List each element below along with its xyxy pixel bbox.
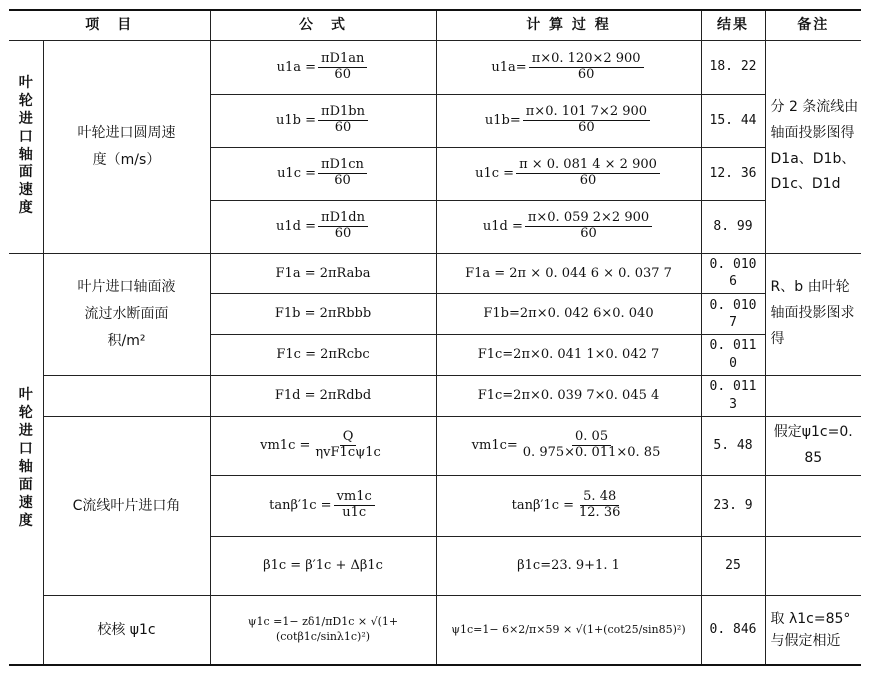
- calc-F1d: F1c=2π×0. 039 7×0. 045 4: [436, 375, 701, 416]
- result-tan: 23. 9: [701, 475, 765, 536]
- note-assume: 假定ψ1c=0. 85: [765, 416, 861, 475]
- group-label-1: 叶 轮 进 口 轴 面 速 度: [9, 40, 43, 253]
- result-F1d: 0. 011 3: [701, 375, 765, 416]
- header-note: 备注: [765, 10, 861, 40]
- formula-psi: ψ1c =1− zδ1/πD1c × √(1+(cotβ1c/sinλ1c)²): [210, 596, 436, 665]
- result-u1d: 8. 99: [701, 200, 765, 253]
- section-check: 校核 ψ1c: [43, 596, 210, 665]
- section-angle: C流线叶片进口角: [43, 416, 210, 595]
- calc-u1a: u1a= $\frac{\pi\times 0. 120\times 2 900}{60}$: [436, 40, 701, 94]
- note-velocity: 分 2 条流线由轴面投影图得D1a、D1b、D1c、D1d: [765, 40, 861, 253]
- result-F1c: 0. 011 0: [701, 335, 765, 376]
- header-calc: 计 算 过 程: [436, 10, 701, 40]
- calc-u1c: u1c = $\frac{\pi \times 0. 081 4 \times 2 900}{60}$: [436, 147, 701, 200]
- result-u1a: 18. 22: [701, 40, 765, 94]
- calc-u1b: u1b= $\frac{\pi\times 0. 101 7\times 2 900}{60}$: [436, 94, 701, 147]
- group-label-2: 叶 轮 进 口 轴 面 速 度: [9, 253, 43, 665]
- formula-tan: tanβ′1c = $\frac{vm1c}{u1c}$: [210, 475, 436, 536]
- formula-u1b: u1b = $\frac{\pi D1bn}{60}$: [210, 94, 436, 147]
- result-F1b: 0. 010 7: [701, 294, 765, 335]
- result-beta: 25: [701, 537, 765, 596]
- formula-u1a: u1a = $\frac{\pi D1an}{60}$: [210, 40, 436, 94]
- formula-beta: β1c = β′1c + Δβ1c: [210, 537, 436, 596]
- calculation-table: [9, 9, 861, 666]
- note-beta-blank: [765, 537, 861, 596]
- formula-vm1c: vm1c = Q ηvF1cψ1c: [210, 416, 436, 475]
- calc-F1b: F1b=2π×0. 042 6×0. 040: [436, 294, 701, 335]
- calc-vm1c: vm1c= $\frac{0. 05}{0. 975\times 0. 011\times 0. 85}$: [436, 416, 701, 475]
- result-psi: 0. 846: [701, 596, 765, 665]
- note-area: R、b 由叶轮轴面投影图求得: [765, 253, 861, 375]
- formula-F1c: F1c = 2πRcbc: [210, 335, 436, 376]
- header-item: 项 目: [9, 10, 210, 40]
- formula-u1d: u1d = $\frac{\pi D1dn}{60}$: [210, 200, 436, 253]
- result-u1b: 15. 44: [701, 94, 765, 147]
- section-area: 叶片进口轴面液流过水断面面积/m²: [43, 253, 210, 375]
- section-velocity: 叶轮进口圆周速度（m/s）: [43, 40, 210, 253]
- note-tan-blank: [765, 475, 861, 536]
- calc-F1a: F1a = 2π × 0. 044 6 × 0. 037 7: [436, 253, 701, 294]
- calc-tan: tanβ′1c = $\frac{5. 48}{12. 36}$: [436, 475, 701, 536]
- section-area-blank: [43, 375, 210, 416]
- result-u1c: 12. 36: [701, 147, 765, 200]
- result-vm1c: 5. 48: [701, 416, 765, 475]
- note-check: 取 λ1c=85°与假定相近: [765, 596, 861, 665]
- calc-F1c: F1c=2π×0. 041 1×0. 042 7: [436, 335, 701, 376]
- formula-u1c: u1c = $\frac{\pi D1cn}{60}$: [210, 147, 436, 200]
- formula-F1a: F1a = 2πRaba: [210, 253, 436, 294]
- note-F1d-blank: [765, 375, 861, 416]
- calc-psi: ψ1c=1− 6×2/π×59 × √(1+(cot25/sin85)²): [436, 596, 701, 665]
- header-result: 结果: [701, 10, 765, 40]
- result-F1a: 0. 010 6: [701, 253, 765, 294]
- formula-F1d: F1d = 2πRdbd: [210, 375, 436, 416]
- calc-u1d: u1d = $\frac{\pi\times 0. 059 2\times 2 900}{60}$: [436, 200, 701, 253]
- header-formula: 公 式: [210, 10, 436, 40]
- formula-F1b: F1b = 2πRbbb: [210, 294, 436, 335]
- calc-beta: β1c=23. 9+1. 1: [436, 537, 701, 596]
